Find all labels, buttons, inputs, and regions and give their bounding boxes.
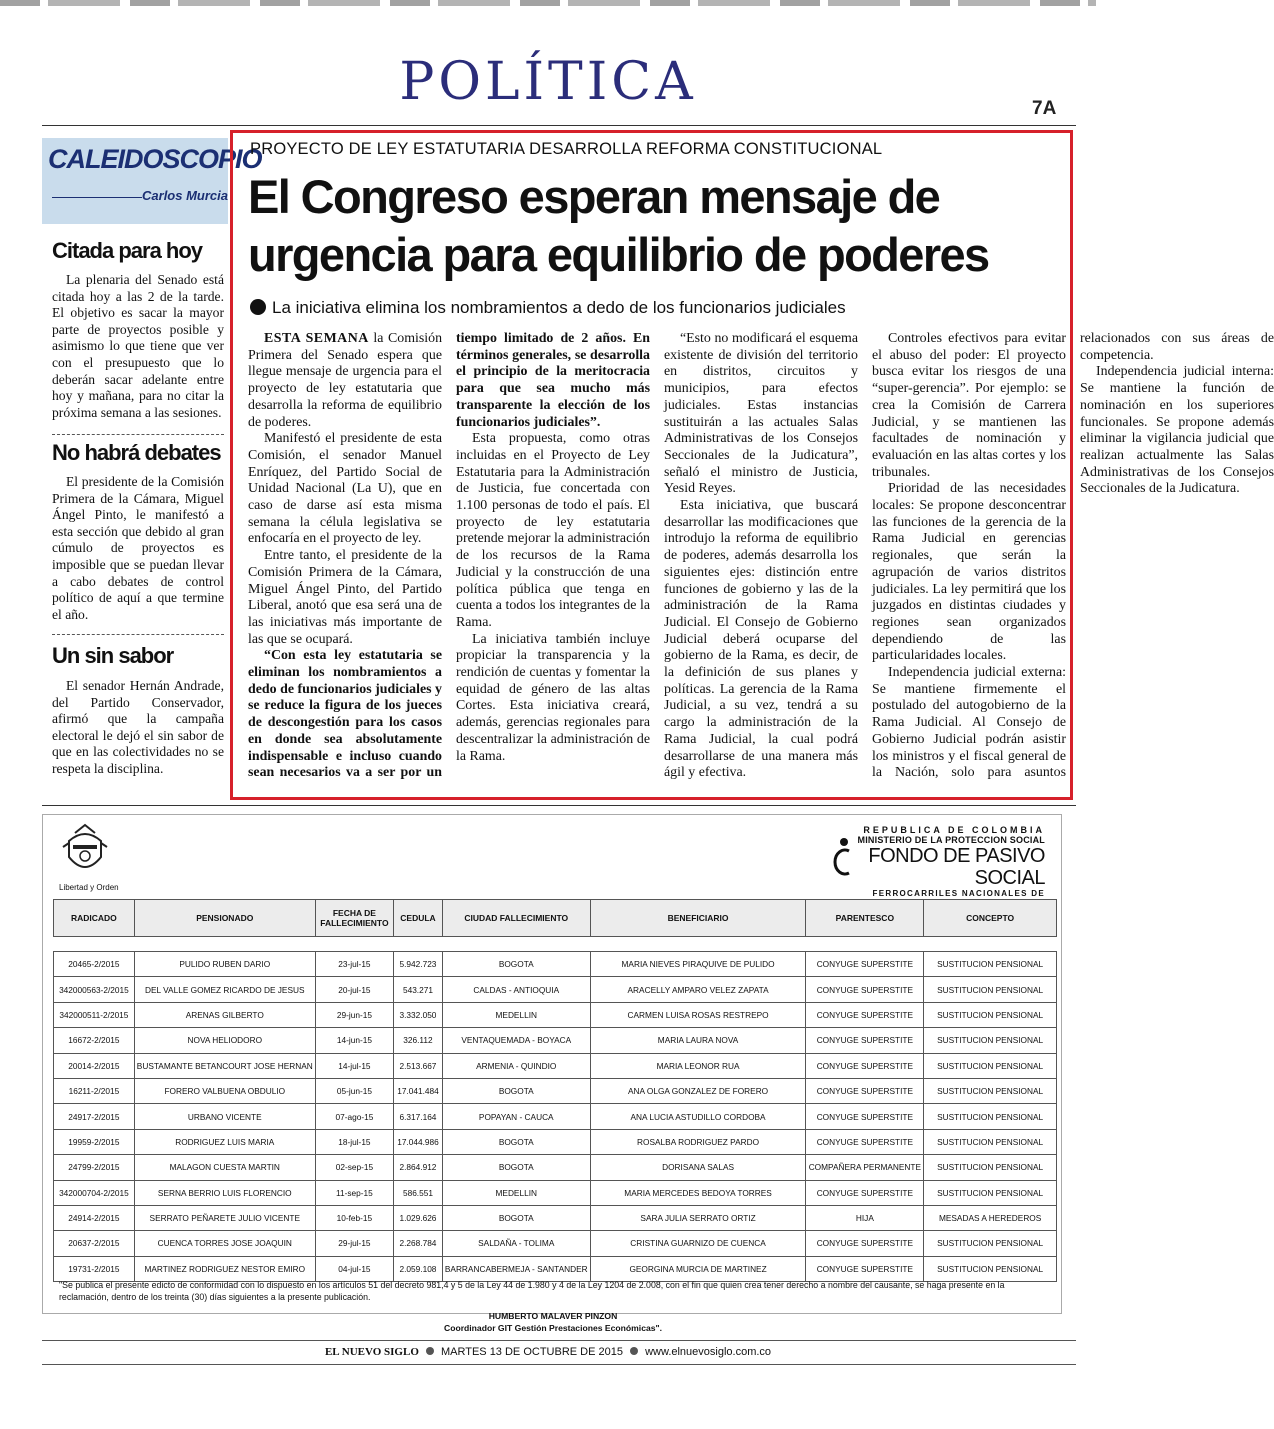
table-cell: 17.041.484 (394, 1078, 443, 1103)
gov-line-2: MINISTERIO DE LA PROTECCION SOCIAL (857, 835, 1045, 845)
table-cell: SUSTITUCION PENSIONAL (924, 1129, 1057, 1154)
table-cell: BUSTAMANTE BETANCOURT JOSE HERNAN (134, 1053, 315, 1078)
table-cell: CONYUGE SUPERSTITE (806, 1180, 924, 1205)
table-cell: 24914-2/2015 (54, 1205, 135, 1230)
table-cell: MALAGON CUESTA MARTIN (134, 1155, 315, 1180)
header-rule (42, 125, 1076, 126)
footer-dot-icon (426, 1347, 434, 1355)
table-cell: MESADAS A HEREDEROS (924, 1205, 1057, 1230)
table-row (54, 1028, 1057, 1053)
edition-date: MARTES 13 DE OCTUBRE DE 2015 (441, 1346, 623, 1358)
table-cell: CONYUGE SUPERSTITE (806, 952, 924, 977)
table-cell: 23-jul-15 (315, 952, 393, 977)
table-cell: MARIA NIEVES PIRAQUIVE DE PULIDO (590, 952, 806, 977)
table-cell: SERNA BERRIO LUIS FLORENCIO (134, 1180, 315, 1205)
column-header: RADICADO (54, 900, 135, 937)
table-cell: SUSTITUCION PENSIONAL (924, 1155, 1057, 1180)
table-cell: BOGOTA (442, 1205, 590, 1230)
table-cell: 07-ago-15 (315, 1104, 393, 1129)
article-kicker: PROYECTO DE LEY ESTATUTARIA DESARROLLA REFORMA CONSTITUCIONAL (250, 140, 883, 158)
sidebar-heading-2: No habrá debates (52, 440, 221, 465)
table-cell: BOGOTA (442, 1129, 590, 1154)
table-cell: 19731-2/2015 (54, 1256, 135, 1281)
footer-rule-bottom (42, 1364, 1076, 1365)
table-cell: BARRANCABERMEJA - SANTANDER (442, 1256, 590, 1281)
table-row (54, 1231, 1057, 1256)
table-row (54, 1104, 1057, 1129)
table-cell: SUSTITUCION PENSIONAL (924, 1104, 1057, 1129)
table-spacer (54, 937, 1057, 952)
article-paragraph: “Con esta ley estatutaria se eliminan los nombramientos a dedo de funcionarios judiciales y se reduce la figura de los jueces de descongestión para los casos en donde sea absolutamente indispensable e incluso cuando sean necesarios va a ser por un tiempo limitado de 2 años. En términos generales, se desarrolla el principio de la meritocracia para que sea mucho más transparente la elección de los funcionarios judiciales”. (248, 331, 650, 781)
gov-line-1: REPUBLICA DE COLOMBIA (863, 825, 1045, 835)
table-cell: URBANO VICENTE (134, 1104, 315, 1129)
table-cell: ANA LUCIA ASTUDILLO CORDOBA (590, 1104, 806, 1129)
table-cell: 11-sep-15 (315, 1180, 393, 1205)
article-headline: El Congreso esperan mensaje de urgencia para equilibrio de poderes (248, 170, 989, 281)
table-cell: HIJA (806, 1205, 924, 1230)
table-cell: CALDAS - ANTIOQUIA (442, 977, 590, 1002)
article-paragraph: Entre tanto, el presidente de la Comisión Primera de la Cámara, Miguel Ángel Pinto, del Partido Liberal, anotó que esa será una de las iniciativas más importante de las que se ocupará. (248, 548, 442, 647)
table-cell: 326.112 (394, 1028, 443, 1053)
sidebar-separator (52, 434, 224, 435)
table-row (54, 1002, 1057, 1027)
table-cell: CONYUGE SUPERSTITE (806, 1129, 924, 1154)
column-banner (42, 138, 262, 224)
table-cell: 20465-2/2015 (54, 952, 135, 977)
lead-caps: ESTA SEMANA (264, 331, 369, 346)
motto: Libertad y Orden (59, 883, 119, 892)
table-cell: CRISTINA GUARNIZO DE CUENCA (590, 1231, 806, 1256)
table-row (54, 952, 1057, 977)
table-cell: FORERO VALBUENA OBDULIO (134, 1078, 315, 1103)
table-cell: MARIA LAURA NOVA (590, 1028, 806, 1053)
website-link[interactable]: www.elnuevosiglo.com.co (645, 1346, 772, 1358)
table-cell: 04-jul-15 (315, 1256, 393, 1281)
section-title: POLÍTICA (399, 52, 697, 112)
table-row (54, 1078, 1057, 1103)
gov-line-3: FONDO DE PASIVO SOCIAL (868, 845, 1045, 889)
table-cell: CONYUGE SUPERSTITE (806, 977, 924, 1002)
article-paragraph: Esta propuesta, como otras incluidas en el Proyecto de Ley Estatutaria para la Administración de Justicia, fue concertada con 1.100 personas de todo el país. El proyecto de ley estatutaria pretende mejorar la administración de los recursos de la Rama Judicial y la construcción de una política pública que tenga en cuenta a todos los integrantes de la Rama. (456, 431, 651, 630)
table-cell: SUSTITUCION PENSIONAL (924, 1028, 1057, 1053)
table-row (54, 1155, 1057, 1180)
table-cell: SERRATO PEÑARETE JULIO VICENTE (134, 1205, 315, 1230)
table-cell: NOVA HELIODORO (134, 1028, 315, 1053)
coat-of-arms-icon (61, 823, 109, 881)
table-cell: CONYUGE SUPERSTITE (806, 1053, 924, 1078)
gov-line-4: FERROCARRILES NACIONALES DE (872, 889, 1045, 898)
table-cell: 14-jun-15 (315, 1028, 393, 1053)
table-cell: SUSTITUCION PENSIONAL (924, 1002, 1057, 1027)
table-cell: SARA JULIA SERRATO ORTIZ (590, 1205, 806, 1230)
table-cell: SUSTITUCION PENSIONAL (924, 1180, 1057, 1205)
table-cell: DEL VALLE GOMEZ RICARDO DE JESUS (134, 977, 315, 1002)
table-cell: SUSTITUCION PENSIONAL (924, 977, 1057, 1002)
table-cell: 1.029.626 (394, 1205, 443, 1230)
article-paragraph: ESTA SEMANA la Comisión Primera del Senado espera que llegue mensaje de urgencia para el proyecto de ley estatutaria que desarrolla la reforma de equilibrio de poderes. (248, 331, 443, 430)
subhead-text: La iniciativa elimina los nombramientos a dedo de los funcionarios judiciales (272, 298, 846, 317)
table-cell: 2.513.667 (394, 1053, 443, 1078)
sidebar-text-3: El senador Hernán Andrade, del Partido Conservador, afirmó que la campaña electoral le dejó el sin sabor de que en las colectividades no se respeta la disciplina. (52, 678, 224, 776)
table-cell: DORISANA SALAS (590, 1155, 806, 1180)
page-footer (0, 1346, 1096, 1358)
table-cell: RODRIGUEZ LUIS MARIA (134, 1129, 315, 1154)
page-number: 7A (1032, 98, 1057, 119)
column-header: CEDULA (394, 900, 443, 937)
table-cell: 342000563-2/2015 (54, 977, 135, 1002)
table-cell: 342000704-2/2015 (54, 1180, 135, 1205)
table-cell: MARTINEZ RODRIGUEZ NESTOR EMIRO (134, 1256, 315, 1281)
legal-text: "Se publica el presente edicto de conformidad con lo dispuesto en los artículos 51 del decreto 981,4 y 5 de la Ley 44 de 1.980 y 4 de la Ley 1204 de 2.008, con el fin que quien crea tener derecho a nombre del causante, se haga presente en la reclamación, dentro de los treinta (30) días siguientes a la presente publicación. (59, 1280, 1005, 1302)
table-cell: 342000511-2/2015 (54, 1002, 135, 1027)
table-row (54, 1129, 1057, 1154)
table-cell: CUENCA TORRES JOSE JOAQUIN (134, 1231, 315, 1256)
table-cell: 586.551 (394, 1180, 443, 1205)
table-row (54, 977, 1057, 1002)
table-cell: ANA OLGA GONZALEZ DE FORERO (590, 1078, 806, 1103)
article-paragraph: Esta iniciativa, que buscará desarrollar las modificaciones que introdujo la reforma de equilibrio de poderes, además desarrolla los siguientes ejes: distinción entre funciones de gobierno y las de la administración de la Rama Judicial. El Consejo de Gobierno Judicial deberá ocuparse del gobierno de la Rama, es decir, de la definición de sus planes y políticas. La gerencia de la Rama Judicial, a su vez, tendrá a su cargo la administración de la Rama Judicial, la cual podrá desarrollarse de una manera más ágil y efectiva. (664, 498, 858, 781)
table-cell: 543.271 (394, 977, 443, 1002)
table-cell: POPAYAN - CAUCA (442, 1104, 590, 1129)
table-cell: 29-jul-15 (315, 1231, 393, 1256)
table-cell: CONYUGE SUPERSTITE (806, 1028, 924, 1053)
table-cell: BOGOTA (442, 1155, 590, 1180)
fondo-pasivo-logo (823, 825, 1045, 907)
table-cell: 29-jun-15 (315, 1002, 393, 1027)
column-title: CALEIDOSCOPIO (48, 144, 262, 174)
sidebar-heading-3: Un sin sabor (52, 643, 174, 668)
footer-rule (42, 1340, 1076, 1341)
table-cell: CARMEN LUISA ROSAS RESTREPO (590, 1002, 806, 1027)
column-header: PENSIONADO (134, 900, 315, 937)
bullet-icon (250, 299, 266, 315)
table-row (54, 1256, 1057, 1281)
table-cell: SUSTITUCION PENSIONAL (924, 952, 1057, 977)
sidebar-text-2: El presidente de la Comisión Primera de la Cámara, Miguel Ángel Pinto, le manifestó a esta sección que debido al gran cúmulo de proyectos es imposible que se puedan llevar a cabo debates de control político de aquí a que termine el año. (52, 474, 224, 622)
table-cell: 3.332.050 (394, 1002, 443, 1027)
pension-table (53, 899, 1057, 1282)
table-cell: ROSALBA RODRIGUEZ PARDO (590, 1129, 806, 1154)
table-cell: CONYUGE SUPERSTITE (806, 1104, 924, 1129)
column-header: BENEFICIARIO (590, 900, 806, 937)
table-cell: MEDELLIN (442, 1180, 590, 1205)
table-cell: 24917-2/2015 (54, 1104, 135, 1129)
article-paragraph: Independencia judicial interna: Se mantiene la función de nominación en los superiores funcionales. Se propone además eliminar la vigilancia judicial que realizan actualmente las Salas Administrativas de los Consejos Seccionales de la Judicatura. (1080, 364, 1274, 497)
table-cell: COMPAÑERA PERMANENTE (806, 1155, 924, 1180)
table-row (54, 1205, 1057, 1230)
table-cell: SUSTITUCION PENSIONAL (924, 1078, 1057, 1103)
table-cell: 05-jun-15 (315, 1078, 393, 1103)
article-subhead (250, 298, 1060, 318)
table-cell: PULIDO RUBEN DARIO (134, 952, 315, 977)
table-cell: 24799-2/2015 (54, 1155, 135, 1180)
table-cell: 10-feb-15 (315, 1205, 393, 1230)
column-author: Carlos Murcia (142, 188, 228, 203)
table-cell: 17.044.986 (394, 1129, 443, 1154)
column-header: CIUDAD FALLECIMIENTO (442, 900, 590, 937)
caleidoscopio-sidebar (42, 138, 262, 778)
article-paragraph: “Esto no modificará el esquema existente de división del territorio en distritos, circuitos y municipios, para efectos judiciales. Estas instancias sustituirán a las actuales Salas Administrativas de los Consejos Seccionales de la Judicatura”, señaló el ministro de Justicia, Yesid Reyes. (664, 331, 858, 497)
footer-dot-icon (630, 1347, 638, 1355)
table-cell: ARENAS GILBERTO (134, 1002, 315, 1027)
table-row (54, 1180, 1057, 1205)
table-cell: CONYUGE SUPERSTITE (806, 1078, 924, 1103)
table-cell: 5.942.723 (394, 952, 443, 977)
table-cell: SUSTITUCION PENSIONAL (924, 1231, 1057, 1256)
sidebar-heading-1: Citada para hoy (52, 238, 203, 263)
table-cell: 2.059.108 (394, 1256, 443, 1281)
article-paragraph: Independencia judicial externa: Se mantiene firmemente el postulado del autogobierno de la Rama Judicial. Al Consejo de Gobierno Judicial podrán asistir los ministros y el fiscal general de la Nación, solo para asuntos relacionados con sus áreas de competencia. (872, 331, 1274, 781)
table-cell: CONYUGE SUPERSTITE (806, 1231, 924, 1256)
table-cell: MEDELLIN (442, 1002, 590, 1027)
table-cell: 20-jul-15 (315, 977, 393, 1002)
column-header: PARENTESCO (806, 900, 924, 937)
table-cell: GEORGINA MURCIA DE MARTINEZ (590, 1256, 806, 1281)
table-cell: 20637-2/2015 (54, 1231, 135, 1256)
table-cell: 19959-2/2015 (54, 1129, 135, 1154)
column-header: FECHA DE FALLECIMIENTO (315, 900, 393, 937)
signer-title: Coordinador GIT Gestión Prestaciones Económicas". (443, 1323, 662, 1333)
table-cell: VENTAQUEMADA - BOYACA (442, 1028, 590, 1053)
column-header: CONCEPTO (924, 900, 1057, 937)
table-cell: 20014-2/2015 (54, 1053, 135, 1078)
table-cell: 16211-2/2015 (54, 1078, 135, 1103)
table-cell: BOGOTA (442, 952, 590, 977)
table-cell: 2.268.784 (394, 1231, 443, 1256)
table-cell: CONYUGE SUPERSTITE (806, 1002, 924, 1027)
table-cell: SALDAÑA - TOLIMA (442, 1231, 590, 1256)
article-bottom-rule (42, 805, 1076, 806)
table-cell: 2.864.912 (394, 1155, 443, 1180)
top-edge-strip (0, 0, 1096, 6)
article-paragraph: La iniciativa también incluye propiciar la transparencia y la rendición de cuentas y fomentar la equidad de género de las altas Cortes. Esta iniciativa creará, además, gerencias regionales para descentralizar la administración de la Rama. (456, 631, 650, 764)
article-paragraph: Manifestó el presidente de esta Comisión, el senador Manuel Enríquez, del Partido Social de Unidad Nacional (La U), que en caso de darse así esta misma semana la célula legislativa se enfocaría en el proyecto de ley. (248, 431, 442, 547)
table-cell: 14-jul-15 (315, 1053, 393, 1078)
table-cell: BOGOTA (442, 1078, 590, 1103)
table-cell: 16672-2/2015 (54, 1028, 135, 1053)
table-cell: ARMENIA - QUINDIO (442, 1053, 590, 1078)
table-cell: CONYUGE SUPERSTITE (806, 1256, 924, 1281)
table-row (54, 1053, 1057, 1078)
table-cell: 18-jul-15 (315, 1129, 393, 1154)
article-body (248, 331, 1274, 796)
table-cell: SUSTITUCION PENSIONAL (924, 1053, 1057, 1078)
table-header-row (54, 900, 1057, 937)
table-cell: 6.317.164 (394, 1104, 443, 1129)
pension-edict (42, 814, 1062, 1333)
sidebar-separator (52, 634, 224, 635)
article-paragraph: Controles efectivos para evitar el abuso del poder: El proyecto busca evitar los riesgos de una “super-gerencia”. Por ejemplo: se crea la Comisión de Carrera Judicial, y se mantienen las facultades de nominación y evaluación en las altas cortes y los tribunales. (872, 331, 1066, 480)
table-cell: MARIA LEONOR RUA (590, 1053, 806, 1078)
article-paragraph: Prioridad de las necesidades locales: Se propone desconcentrar las funciones de la gerencia de la Rama Judicial en gerencias regionales, que serán la agrupación de varios distritos judiciales. La ley permitirá que los juzgados en distintas ciudades y regiones sean organizados dependiendo de las particularidades locales. (872, 481, 1066, 664)
table-cell: SUSTITUCION PENSIONAL (924, 1256, 1057, 1281)
sidebar-text-1: La plenaria del Senado está citada hoy a las 2 de la tarde. El objetivo es sacar la mayor parte de proyectos posible y asimismo lo que tiene que ver con el presupuesto que lo deberán sacar adelante entre hoy y mañana, para no citar la próxima semana a las sesiones. (52, 272, 224, 420)
table-cell: MARIA MERCEDES BEDOYA TORRES (590, 1180, 806, 1205)
newspaper-brand: EL NUEVO SIGLO (324, 1346, 419, 1358)
signer-name: HUMBERTO MALAVER PINZON (488, 1311, 618, 1321)
table-cell: ARACELLY AMPARO VELEZ ZAPATA (590, 977, 806, 1002)
table-cell: 02-sep-15 (315, 1155, 393, 1180)
